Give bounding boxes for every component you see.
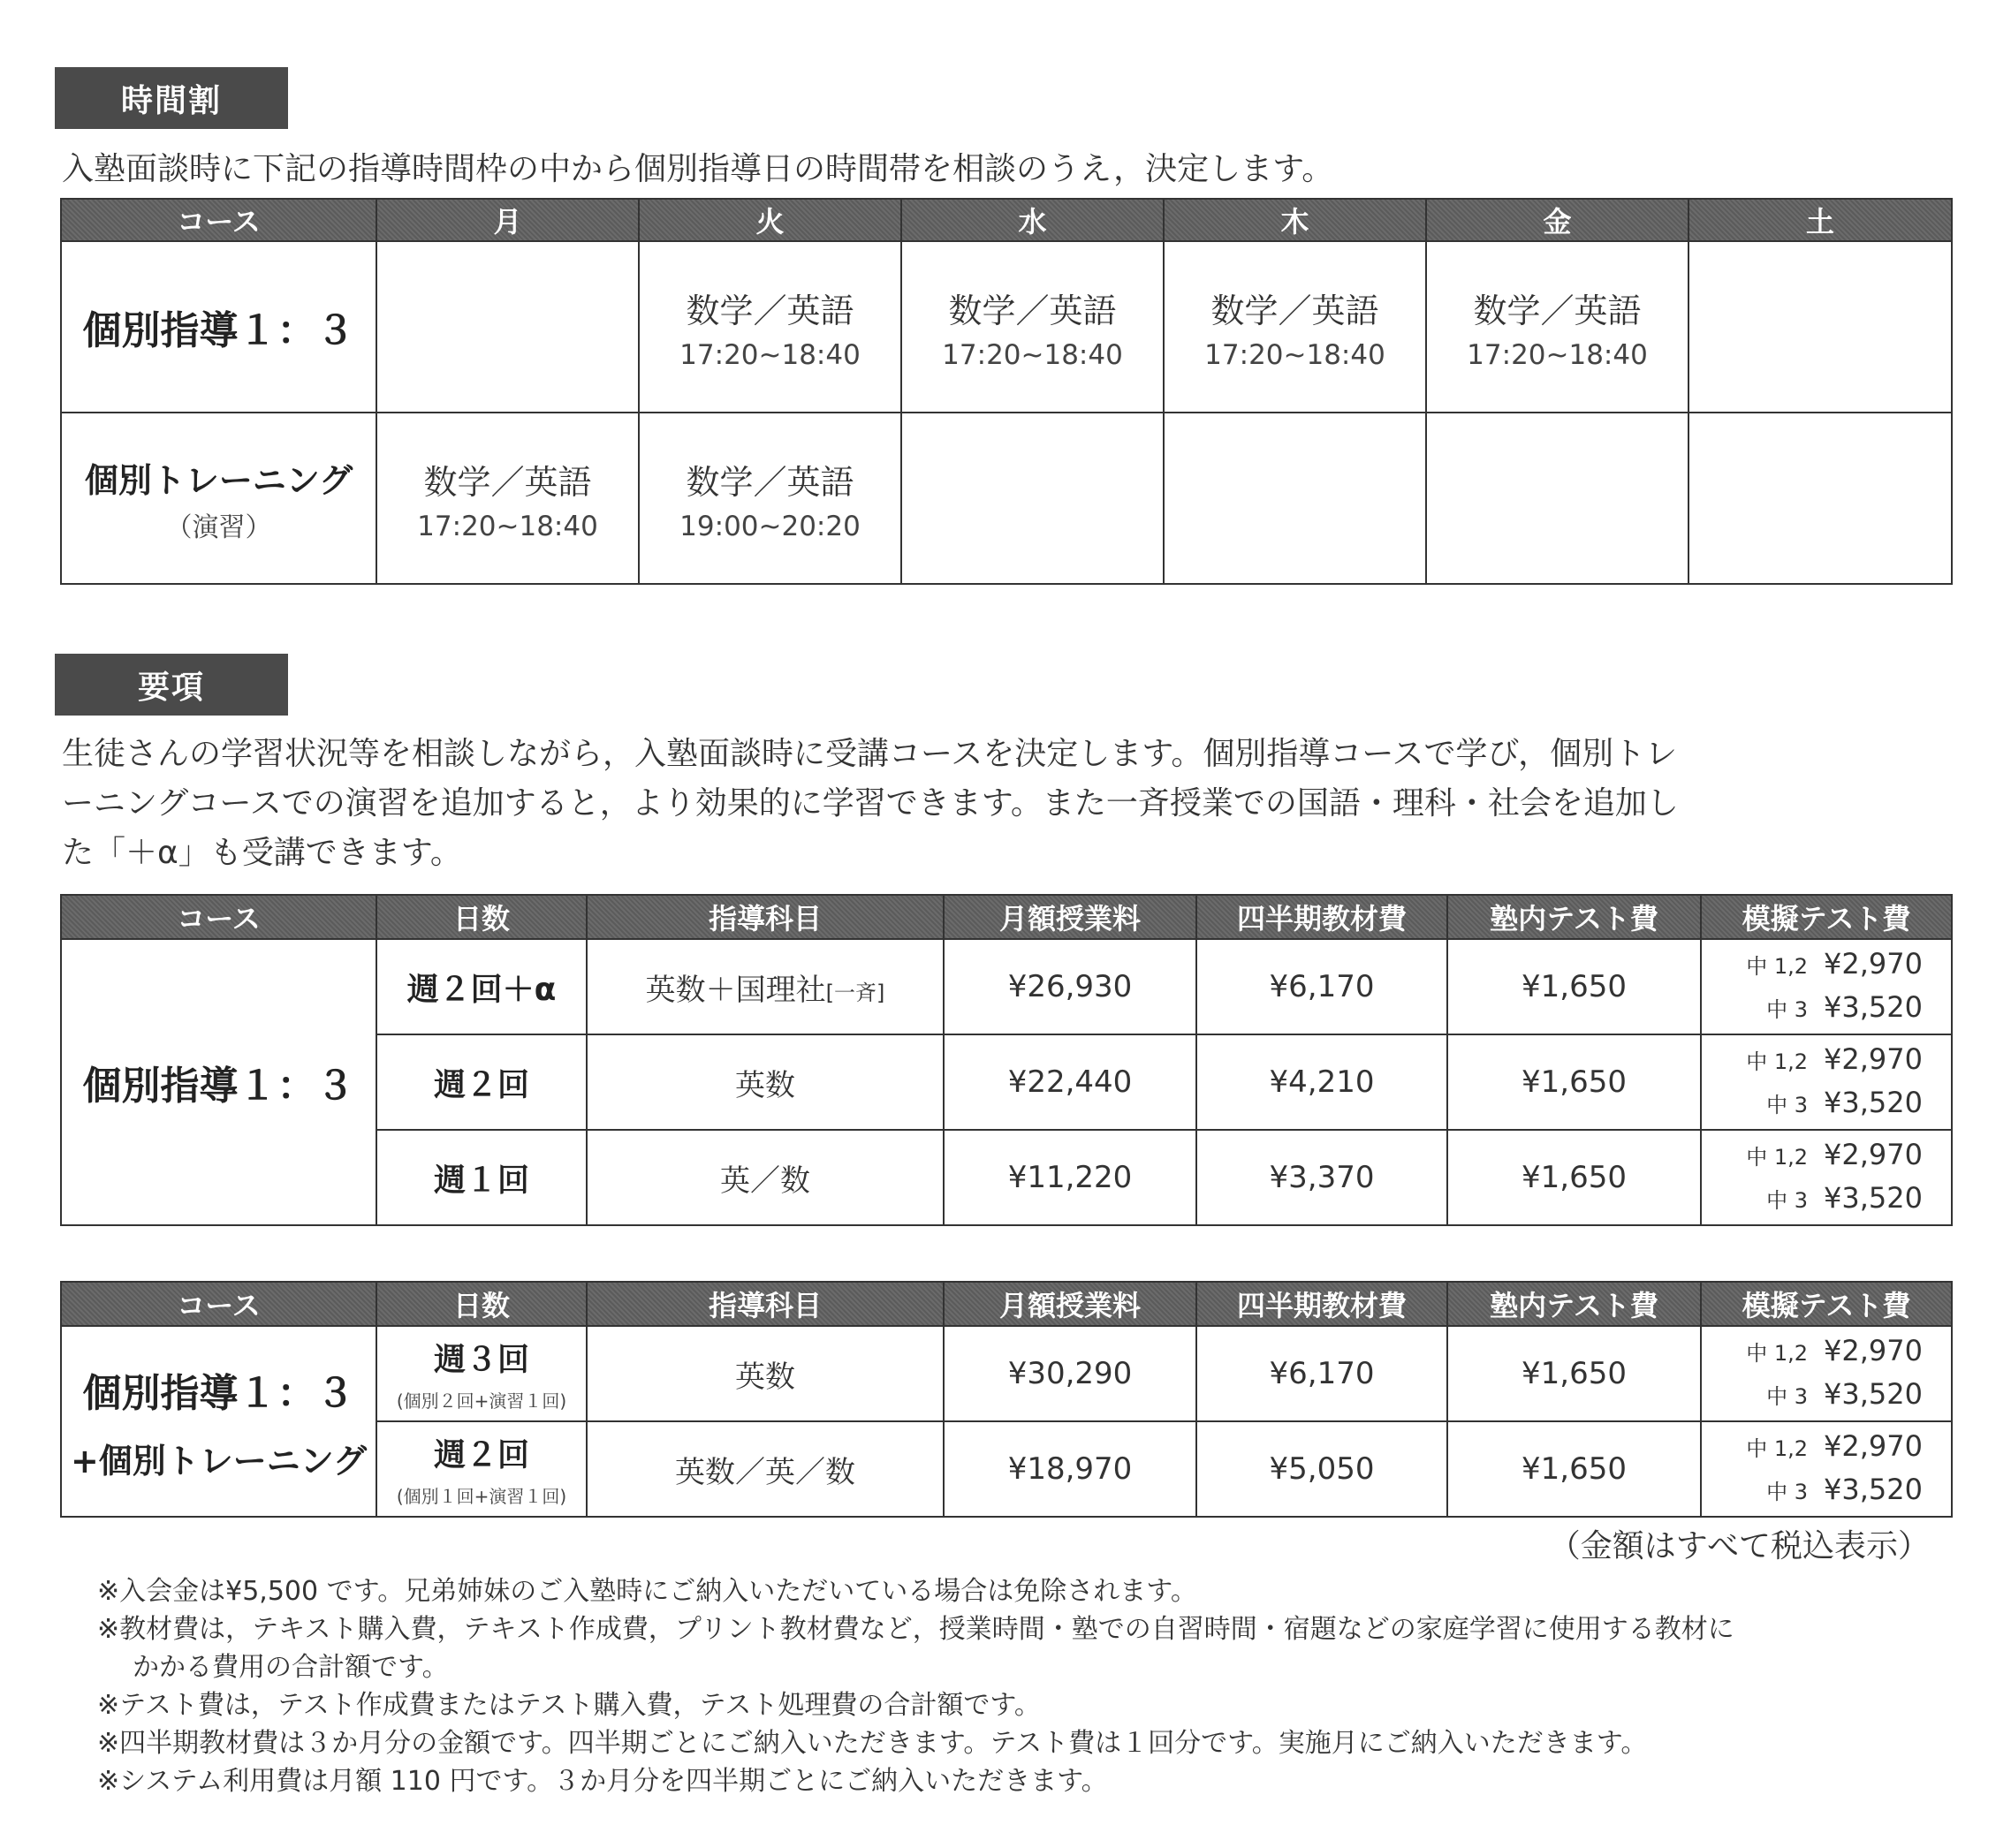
mock-exam-fee [1701, 1034, 1952, 1130]
subject: 英数 [587, 1326, 944, 1421]
fee-value: ¥2,970 [1824, 1334, 1923, 1367]
course-line-1: 個別指導１：３ [82, 1370, 355, 1416]
mock-exam-fee [1701, 1130, 1952, 1225]
tuition: ¥11,220 [944, 1130, 1196, 1225]
grade-label: 中 1,2 [1746, 954, 1809, 979]
timetable [60, 198, 1953, 585]
slot-subject: 数学／英語 [686, 291, 854, 330]
subject: 英／数 [587, 1130, 944, 1225]
header-subject: 指導科目 [587, 895, 944, 939]
materials: ¥6,170 [1196, 1326, 1447, 1421]
slot-subject: 数学／英語 [686, 462, 854, 502]
slot-thu [1164, 241, 1426, 413]
subject-sub: [一斉] [825, 980, 885, 1005]
header-thu: 木 [1164, 199, 1426, 241]
header-days: 日数 [376, 1282, 587, 1326]
course-line-2: +個別トレーニング [70, 1441, 368, 1481]
timetable-row-kobetsu [61, 241, 1952, 413]
fee-value: ¥2,970 [1824, 947, 1923, 981]
slot-time: 17:20~18:40 [417, 510, 598, 542]
tuition: ¥22,440 [944, 1034, 1196, 1130]
days-sub: (個別１回+演習１回) [396, 1486, 567, 1507]
course-subtitle: （演習） [165, 511, 272, 543]
fee-value: ¥3,520 [1824, 1181, 1923, 1215]
header-sat: 土 [1688, 199, 1952, 241]
section-title-timetable: 時間割 [55, 67, 288, 129]
course-name: 個別指導１：３ [61, 939, 376, 1225]
fees-row [61, 939, 1952, 1034]
materials: ¥5,050 [1196, 1421, 1447, 1517]
days: 週２回 [376, 1034, 587, 1130]
course-name [61, 1326, 376, 1517]
days [376, 1326, 587, 1421]
mock-exam-fee [1701, 1326, 1952, 1421]
course-name [61, 413, 376, 584]
slot-subject: 数学／英語 [1473, 291, 1642, 330]
slot-time: 17:20~18:40 [679, 338, 861, 371]
tuition: ¥18,970 [944, 1421, 1196, 1517]
mock-exam-fee [1701, 1421, 1952, 1517]
outline-intro-line: 生徒さんの学習状況等を相談しながら，入塾面談時に受講コースを決定します。個別指導コースで学び，個別トレ [62, 736, 1678, 772]
outline-intro-line: ーニングコースでの演習を追加すると，より効果的に学習できます。また一斉授業での国語・理科・社会を追加し [62, 785, 1679, 822]
slot-time: 19:00~20:20 [679, 510, 861, 542]
fees-table-2 [60, 1281, 1953, 1518]
header-tue: 火 [639, 199, 901, 241]
note-item: ※入会金は¥5,500 です。兄弟姉妹のご入塾時にご納入いただいている場合は免除されます。 [97, 1576, 1197, 1607]
materials: ¥6,170 [1196, 939, 1447, 1034]
slot-mon [376, 413, 639, 584]
days: 週２回＋α [376, 939, 587, 1034]
days: 週１回 [376, 1130, 587, 1225]
header-mon: 月 [376, 199, 639, 241]
fee-value: ¥3,520 [1824, 1377, 1923, 1411]
grade-label: 中 3 [1766, 1480, 1809, 1504]
test-fee: ¥1,650 [1447, 1421, 1701, 1517]
header-course: コース [61, 1282, 376, 1326]
subject: 英数／英／数 [587, 1421, 944, 1517]
header-mock-exam: 模擬テスト費 [1701, 1282, 1952, 1326]
header-materials: 四半期教材費 [1196, 1282, 1447, 1326]
slot-wed [901, 413, 1164, 584]
test-fee: ¥1,650 [1447, 939, 1701, 1034]
slot-fri [1426, 413, 1688, 584]
fees-table-1 [60, 894, 1953, 1226]
header-days: 日数 [376, 895, 587, 939]
slot-subject: 数学／英語 [423, 462, 592, 502]
grade-label: 中 3 [1766, 997, 1809, 1022]
fee-value: ¥2,970 [1824, 1429, 1923, 1463]
timetable-row-training [61, 413, 1952, 584]
slot-tue [639, 413, 901, 584]
timetable-intro: 入塾面談時に下記の指導時間枠の中から個別指導日の時間帯を相談のうえ，決定します。 [62, 151, 1334, 187]
slot-wed [901, 241, 1164, 413]
fee-value: ¥3,520 [1824, 1473, 1923, 1506]
course-name: 個別指導１：３ [61, 241, 376, 413]
grade-label: 中 3 [1766, 1093, 1809, 1117]
tuition: ¥26,930 [944, 939, 1196, 1034]
slot-time: 17:20~18:40 [1204, 338, 1385, 371]
days-sub: (個別２回+演習１回) [396, 1390, 567, 1412]
note-item: ※四半期教材費は３か月分の金額です。四半期ごとにご納入いただきます。テスト費は１回分です。実施月にご納入いただきます。 [97, 1728, 1648, 1759]
test-fee: ¥1,650 [1447, 1130, 1701, 1225]
slot-time: 17:20~18:40 [1467, 338, 1648, 371]
grade-label: 中 1,2 [1746, 1145, 1809, 1170]
test-fee: ¥1,650 [1447, 1326, 1701, 1421]
header-wed: 水 [901, 199, 1164, 241]
grade-label: 中 1,2 [1746, 1341, 1809, 1366]
days [376, 1421, 587, 1517]
mock-exam-fee [1701, 939, 1952, 1034]
slot-time: 17:20~18:40 [942, 338, 1123, 371]
fees-row [61, 1326, 1952, 1421]
tax-note: （金額はすべて税込表示） [1548, 1528, 1930, 1564]
materials: ¥4,210 [1196, 1034, 1447, 1130]
note-item: ※システム利用費は月額 110 円です。３か月分を四半期ごとにご納入いただきます。 [97, 1766, 1108, 1797]
note-item-continued: かかる費用の合計額です。 [133, 1652, 449, 1683]
slot-thu [1164, 413, 1426, 584]
slot-sat [1688, 413, 1952, 584]
fee-value: ¥3,520 [1824, 990, 1923, 1024]
header-test: 塾内テスト費 [1447, 895, 1701, 939]
test-fee: ¥1,650 [1447, 1034, 1701, 1130]
subject: 英数 [587, 1034, 944, 1130]
header-subject: 指導科目 [587, 1282, 944, 1326]
header-test: 塾内テスト費 [1447, 1282, 1701, 1326]
header-course: コース [61, 895, 376, 939]
fees-header-row [61, 895, 1952, 939]
course-title: 個別トレーニング [84, 460, 353, 500]
slot-sat [1688, 241, 1952, 413]
days-main: 週３回 [433, 1342, 529, 1378]
grade-label: 中 1,2 [1746, 1436, 1809, 1461]
section-title-outline: 要項 [55, 654, 288, 716]
materials: ¥3,370 [1196, 1130, 1447, 1225]
header-materials: 四半期教材費 [1196, 895, 1447, 939]
grade-label: 中 1,2 [1746, 1049, 1809, 1074]
slot-fri [1426, 241, 1688, 413]
header-mock-exam: 模擬テスト費 [1701, 895, 1952, 939]
header-course: コース [61, 199, 376, 241]
slot-subject: 数学／英語 [1210, 291, 1379, 330]
subject [587, 939, 944, 1034]
outline-intro-line: た「＋α」も受講できます。 [62, 835, 462, 871]
slot-subject: 数学／英語 [948, 291, 1117, 330]
notes-list [97, 1572, 1935, 1800]
header-tuition: 月額授業料 [944, 1282, 1196, 1326]
slot-mon [376, 241, 639, 413]
grade-label: 中 3 [1766, 1188, 1809, 1213]
header-fri: 金 [1426, 199, 1688, 241]
grade-label: 中 3 [1766, 1384, 1809, 1409]
timetable-header-row [61, 199, 1952, 241]
note-item: ※テスト費は，テスト作成費またはテスト購入費，テスト処理費の合計額です。 [97, 1690, 1041, 1721]
fee-value: ¥3,520 [1824, 1086, 1923, 1119]
note-item: ※教材費は，テキスト購入費，テキスト作成費，プリント教材費など，授業時間・塾での自習時間・宿題などの家庭学習に使用する教材に [97, 1614, 1734, 1645]
days-main: 週２回 [433, 1437, 529, 1473]
slot-tue [639, 241, 901, 413]
fee-value: ¥2,970 [1824, 1138, 1923, 1171]
fees-header-row [61, 1282, 1952, 1326]
outline-intro [62, 730, 1679, 878]
tuition: ¥30,290 [944, 1326, 1196, 1421]
fee-value: ¥2,970 [1824, 1042, 1923, 1076]
subject-main: 英数＋国理社 [645, 972, 826, 1008]
header-tuition: 月額授業料 [944, 895, 1196, 939]
